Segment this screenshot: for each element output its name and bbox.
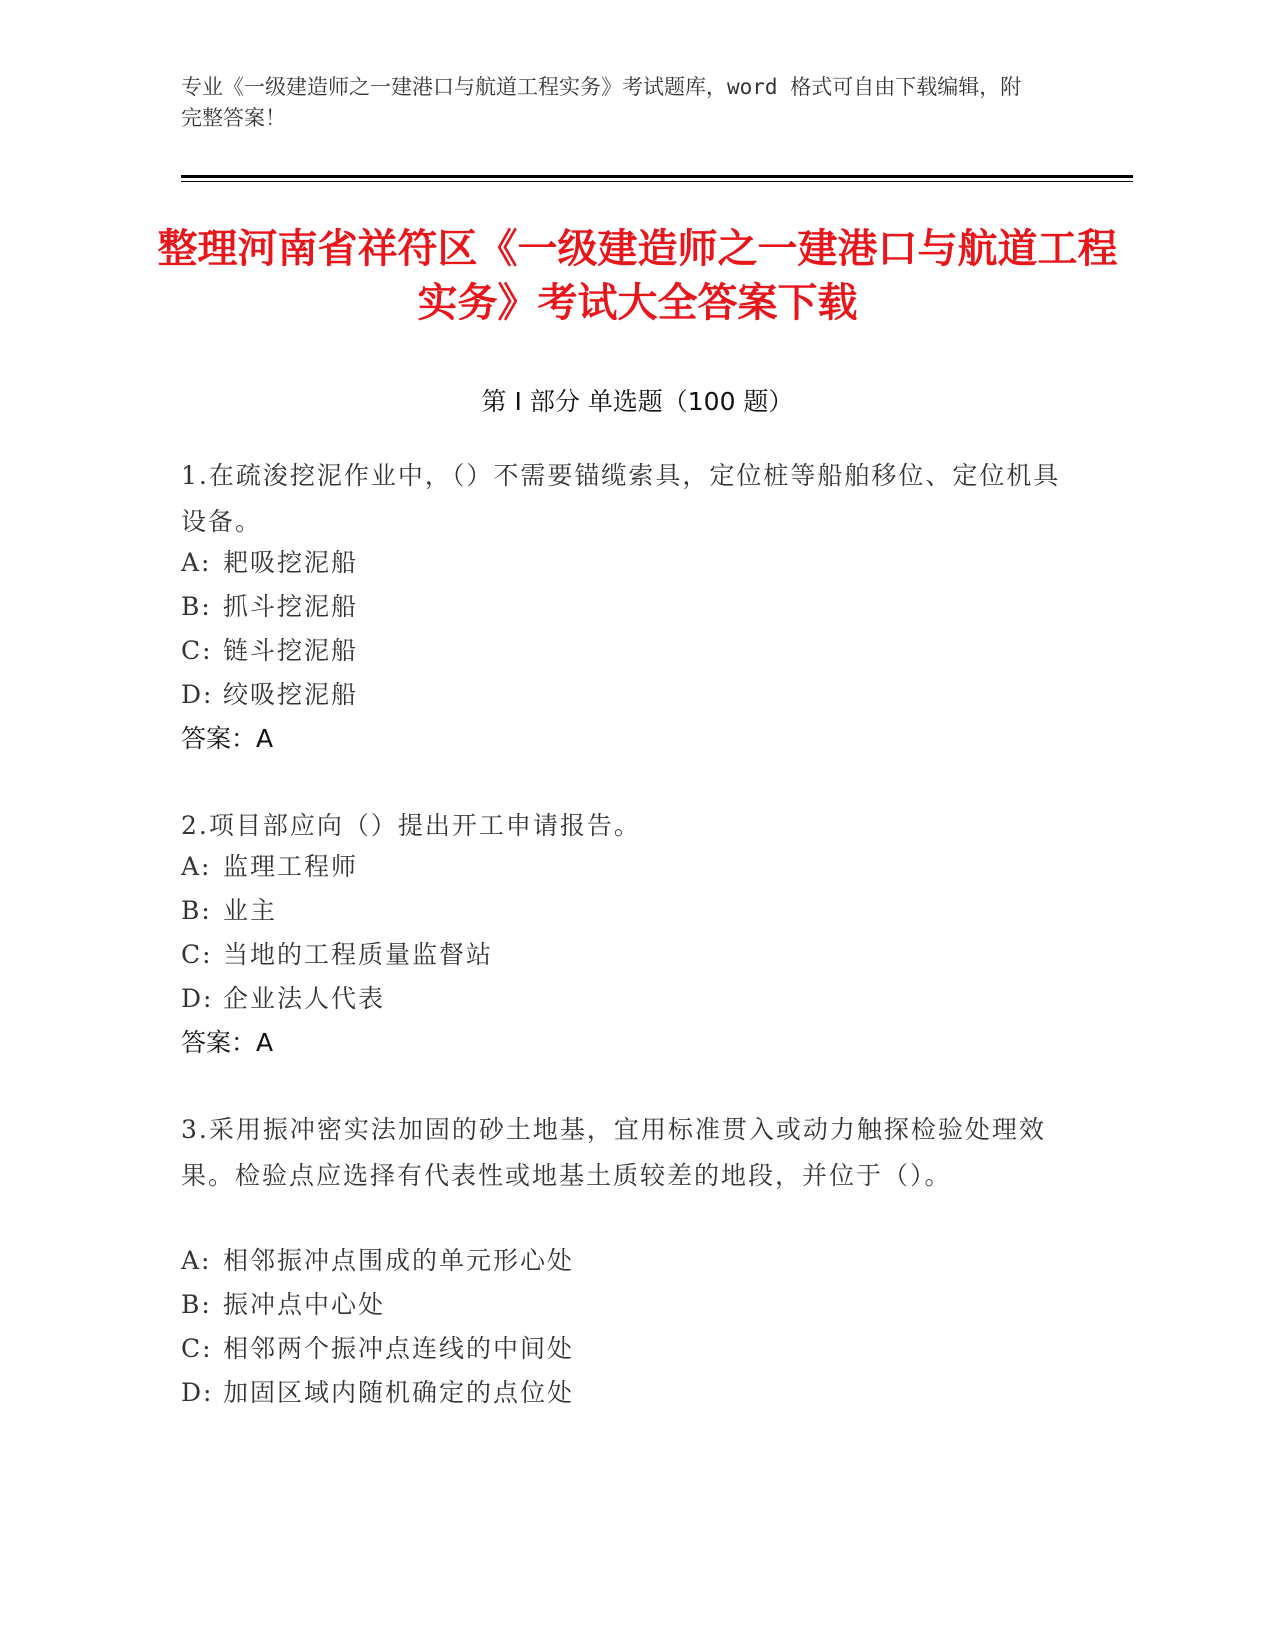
question-2-option-b <box>181 896 1061 926</box>
answer-label: 答案： <box>181 1028 257 1057</box>
section-heading: 第 I 部分 单选题（100 题） <box>481 387 794 416</box>
option-key: B: <box>181 592 212 621</box>
option-key: C: <box>181 940 213 969</box>
option-text: 绞吸挖泥船 <box>223 680 359 709</box>
question-3-option-d <box>181 1378 1061 1408</box>
question-3-option-b <box>181 1290 1061 1320</box>
option-key: C: <box>181 636 213 665</box>
option-text: 业主 <box>223 896 278 925</box>
question-1-option-a <box>181 548 1061 578</box>
option-key: A: <box>181 852 212 881</box>
option-key: D: <box>181 1378 214 1407</box>
option-text: 抓斗挖泥船 <box>223 592 359 621</box>
header-rule-thin <box>181 181 1133 182</box>
option-key: D: <box>181 984 214 1013</box>
option-text: 链斗挖泥船 <box>223 636 359 665</box>
option-text: 相邻振冲点围成的单元形心处 <box>223 1246 575 1275</box>
question-1-option-c <box>181 636 1061 666</box>
option-text: 企业法人代表 <box>223 984 386 1013</box>
answer-label: 答案： <box>181 724 257 753</box>
question-2-option-d <box>181 984 1061 1014</box>
header-note: 专业《一级建造师之一建港口与航道工程实务》考试题库，word 格式可自由下载编辑，附完整答案！ <box>181 75 1022 130</box>
question-2-option-c <box>181 940 1061 970</box>
answer-value: A <box>256 1028 274 1057</box>
option-text: 监理工程师 <box>223 852 359 881</box>
answer-value: A <box>256 724 274 753</box>
option-text: 当地的工程质量监督站 <box>223 940 494 969</box>
question-1-answer <box>181 724 1061 754</box>
option-text: 加固区域内随机确定的点位处 <box>223 1378 575 1407</box>
question-3-text: 3.采用振冲密实法加固的砂土地基，宜用标准贯入或动力触探检验处理效果。检验点应选择有代表性或地基土质较差的地段，并位于（）。 <box>181 1115 1046 1190</box>
option-key: A: <box>181 548 212 577</box>
option-key: B: <box>181 896 212 925</box>
question-3-option-a <box>181 1246 1061 1276</box>
option-text: 相邻两个振冲点连线的中间处 <box>223 1334 575 1363</box>
question-2-text: 2.项目部应向（）提出开工申请报告。 <box>181 811 641 840</box>
question-3-option-c <box>181 1334 1061 1364</box>
question-2-answer <box>181 1028 1061 1058</box>
option-key: D: <box>181 680 214 709</box>
option-text: 耙吸挖泥船 <box>223 548 359 577</box>
option-key: A: <box>181 1246 212 1275</box>
document-title: 整理河南省祥符区《一级建造师之一建港口与航道工程实务》考试大全答案下载 <box>157 226 1118 326</box>
option-text: 振冲点中心处 <box>223 1290 386 1319</box>
question-1-text: 1.在疏浚挖泥作业中，（）不需要锚缆索具，定位桩等船舶移位、定位机具设备。 <box>181 461 1061 536</box>
option-key: C: <box>181 1334 213 1363</box>
option-key: B: <box>181 1290 212 1319</box>
header-rule-thick <box>181 175 1133 178</box>
question-1-option-b <box>181 592 1061 622</box>
question-2-option-a <box>181 852 1061 882</box>
question-1-option-d <box>181 680 1061 710</box>
